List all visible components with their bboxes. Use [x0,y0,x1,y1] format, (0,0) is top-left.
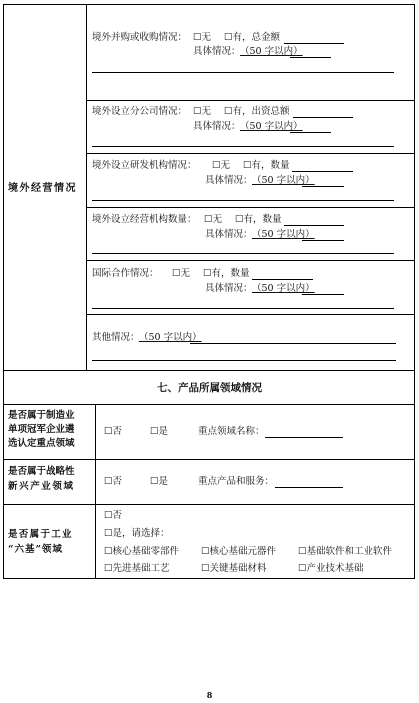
q3-label-line1: 是否属于工业 [8,529,73,540]
frame-left [3,4,4,579]
branch-no-checkbox[interactable]: ☐无 [193,106,212,117]
intl-detail-line[interactable] [92,308,394,309]
q1-field-label: 重点领域名称： [198,426,265,437]
q2-field-label: 重点产品和服务： [198,476,275,487]
ops-count-field[interactable] [284,225,344,226]
branch-label: 境外设立分公司情况： [92,106,188,117]
q1-no-checkbox[interactable]: ☐否 [104,426,123,437]
ma-yes-checkbox[interactable]: ☐有，总金额 [224,32,281,43]
rnd-detail-label: 具体情况： [205,175,253,186]
q3-yes-checkbox[interactable]: ☐是，请选择： [104,528,170,539]
other-underline-1[interactable] [190,343,396,344]
ma-amount-field[interactable] [284,43,344,44]
ops-yes-checkbox[interactable]: ☐有，数量 [235,214,282,225]
q3-option-checkbox[interactable]: ☐基础软件和工业软件 [298,546,393,557]
ma-detail-line[interactable] [92,72,394,73]
q3-option-checkbox[interactable]: ☐关键基础材料 [201,563,267,574]
branch-detail-hint: （50 字以内） [240,121,303,132]
section-sep [3,370,415,371]
intl-detail-hint: （50 字以内） [252,283,315,294]
intl-yes-checkbox[interactable]: ☐有，数量 [203,268,250,279]
rnd-detail-hint: （50 字以内） [252,175,315,186]
intl-count-field[interactable] [252,279,313,280]
q3-option-checkbox[interactable]: ☐先进基础工艺 [104,563,170,574]
q3-option-checkbox[interactable]: ☐核心基础零部件 [104,546,180,557]
q3-option-checkbox[interactable]: ☐核心基础元器件 [201,546,277,557]
row-sep [86,314,415,315]
frame-top [3,4,415,5]
intl-detail-label: 具体情况： [205,283,253,294]
ma-detail-hint: （50 字以内） [240,46,303,57]
section7-divider [95,404,96,579]
overseas-label: 境外经营情况 [8,183,77,194]
rnd-detail-underline[interactable] [302,186,344,187]
q3-label-line2: “六基”领域 [8,544,63,555]
other-hint: （50 字以内） [139,332,202,343]
ops-label: 境外设立经营机构数量： [92,214,197,225]
intl-no-checkbox[interactable]: ☐无 [172,268,191,279]
row-sep [86,207,415,208]
row-sep [86,260,415,261]
row-sep [3,504,415,505]
overseas-divider [86,4,87,370]
row-sep [86,100,415,101]
q2-yes-checkbox[interactable]: ☐是 [150,476,169,487]
q2-field-input[interactable] [275,487,343,488]
ops-detail-underline[interactable] [302,240,344,241]
q2-label-line1: 是否属于战略性 [8,466,75,477]
ops-detail-line[interactable] [92,253,394,254]
ma-label: 境外并购或收购情况： [92,32,188,43]
page-number: 8 [206,690,213,700]
frame-right [414,4,415,579]
rnd-label: 境外设立研发机构情况： [92,160,197,171]
ops-detail-hint: （50 字以内） [252,229,315,240]
branch-amount-field[interactable] [293,117,353,118]
q1-field-input[interactable] [265,437,343,438]
section-sep [3,404,415,405]
q3-option-checkbox[interactable]: ☐产业技术基础 [298,563,364,574]
frame-bottom [3,578,415,579]
q2-no-checkbox[interactable]: ☐否 [104,476,123,487]
ops-no-checkbox[interactable]: ☐无 [204,214,223,225]
branch-detail-underline[interactable] [290,132,331,133]
ma-detail-label: 具体情况： [193,46,241,57]
rnd-yes-checkbox[interactable]: ☐有，数量 [243,160,290,171]
other-label: 其他情况： [92,332,140,343]
row-sep [86,153,415,154]
q3-no-checkbox[interactable]: ☐否 [104,510,123,521]
q1-label-line3: 选认定重点领域 [8,438,75,449]
branch-yes-checkbox[interactable]: ☐有，出资总额 [224,106,290,117]
rnd-detail-line[interactable] [92,200,394,201]
ops-detail-label: 具体情况： [205,229,253,240]
other-underline-2[interactable] [92,360,396,361]
ma-detail-underline[interactable] [290,57,331,58]
section7-title: 七、产品所属领域情况 [157,382,262,394]
rnd-count-field[interactable] [292,171,353,172]
row-sep [3,459,415,460]
branch-detail-label: 具体情况： [193,121,241,132]
q1-label-line2: 单项冠军企业遴 [8,424,75,435]
q1-label-line1: 是否属于制造业 [8,410,75,421]
q2-label-line2: 新兴产业领域 [8,481,75,492]
branch-detail-line[interactable] [92,146,394,147]
ma-no-checkbox[interactable]: ☐无 [193,32,212,43]
q1-yes-checkbox[interactable]: ☐是 [150,426,169,437]
intl-detail-underline[interactable] [302,294,344,295]
rnd-no-checkbox[interactable]: ☐无 [212,160,231,171]
intl-label: 国际合作情况： [92,268,159,279]
